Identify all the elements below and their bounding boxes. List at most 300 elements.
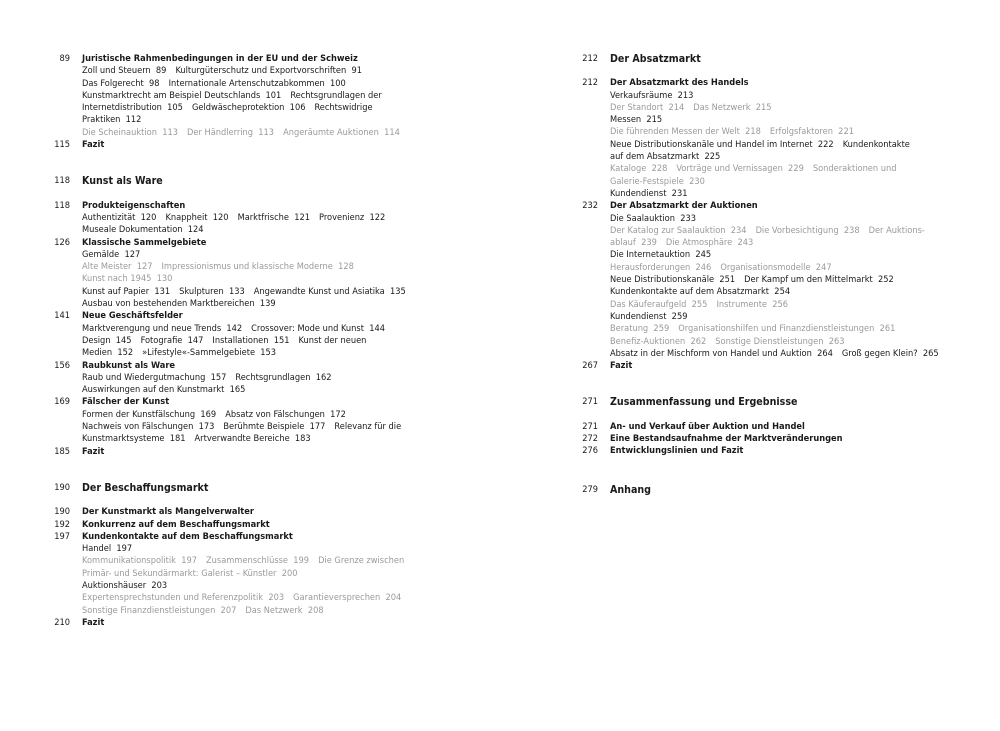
toc-subsection[interactable] [82,249,140,260]
toc-subline [46,114,446,126]
toc-section[interactable] [574,360,974,372]
page-number-empty [574,126,610,138]
toc-subsection[interactable] [610,114,662,125]
page-number: 115 [54,139,70,151]
toc-subline [46,323,446,335]
toc-subsection[interactable] [192,102,306,113]
toc-section[interactable] [46,53,446,65]
toc-subline [46,421,446,433]
entry-title: Kundenkontakte auf dem Absatzmarkt [610,286,770,298]
toc-section[interactable] [574,445,974,457]
toc-subsubsection[interactable] [82,261,152,272]
toc-subsubsection[interactable] [715,336,844,347]
toc-subline [46,273,446,285]
page-number: 232 [582,200,598,212]
toc-chapter[interactable] [46,175,446,187]
subsection-line [82,286,446,298]
toc-subline [574,139,974,151]
toc-section[interactable] [46,446,446,458]
page-number: 169 [54,396,70,408]
entry-page: 101 [260,89,282,101]
toc-subsection[interactable] [82,224,204,235]
entry-title: Organisationsmodelle [720,261,811,273]
entry-title: Die Saalauktion [610,212,675,224]
toc-chapter[interactable] [574,484,974,496]
toc-section[interactable] [46,360,446,372]
toc-subsection[interactable] [82,580,167,591]
toc-subsubsection[interactable] [283,127,400,138]
entry-title: Groß gegen Klein? [841,347,918,359]
toc-subsubsection[interactable] [676,163,803,174]
entry-page: 261 [874,323,896,335]
page-number-empty [574,323,610,335]
toc-subsection[interactable] [82,347,133,358]
page-number-empty [46,605,82,617]
toc-subline [46,605,446,617]
entry-page: 222 [812,138,834,150]
page-number: 210 [54,616,70,628]
entry-page: 233 [674,212,697,224]
page-number-empty [574,336,610,348]
toc-subsection[interactable] [610,249,711,260]
toc-subline [46,335,446,347]
subsection-line [610,237,974,249]
toc-section[interactable] [46,200,446,212]
subsection-line [610,348,974,360]
page-number-empty [574,176,610,188]
toc-subsubsection[interactable] [716,299,788,310]
page-number: 126 [54,236,70,248]
toc-subsubsection[interactable] [610,225,747,236]
toc-section[interactable] [574,421,974,433]
toc-subline [46,568,446,580]
subsection-line [82,555,446,567]
toc-subsubsection[interactable] [678,323,895,334]
toc-subsubsection[interactable] [82,605,236,616]
toc-subsubsection[interactable] [756,225,860,236]
toc-chapter[interactable] [574,53,974,65]
entry-page: 221 [832,126,854,138]
page-number-empty [574,151,610,163]
subsection-line [82,409,446,421]
entry-page: 147 [182,334,204,346]
toc-subsubsection[interactable] [610,102,684,113]
entry-title: Primär- und Sekundärmarkt: Galerist – Künstler [82,567,277,579]
section-title: Fälscher der Kunst [82,396,170,408]
entry-page: 105 [161,102,183,114]
entry-title: Kundendienst [610,187,667,199]
page-number-empty [46,335,82,347]
entry-title: »Lifestyle«-Sammelgebiete [142,347,256,359]
page-number: 156 [54,359,70,371]
page-number-empty [46,102,82,114]
section-title: Kundenkontakte auf dem Beschaffungsmarkt [82,530,293,542]
section-title: Klassische Sammelgebiete [82,236,207,248]
page-number-empty [574,139,610,151]
entry-title: Kunst auf Papier [82,285,150,297]
subsection-line [610,249,974,261]
entry-page: 246 [690,261,712,273]
entry-title: Impressionismus und klassische Moderne [161,261,333,273]
entry-title: Instrumente [716,298,768,310]
toc-subsection[interactable] [610,213,696,224]
entry-page: 162 [310,371,332,383]
toc-subline [46,78,446,90]
entry-page: 144 [363,322,385,334]
entry-page: 120 [135,211,157,223]
toc-subsection[interactable] [842,348,939,359]
page-number: 212 [582,53,598,64]
page-number-empty [574,262,610,274]
page-number-empty [46,224,82,236]
entry-page: 173 [193,421,215,433]
subsection-line [82,249,446,261]
toc-subsubsection[interactable] [245,605,323,616]
toc-subsection[interactable] [225,409,346,420]
toc-subline [574,176,974,188]
toc-subsubsection[interactable] [693,102,771,113]
section-title: Der Kunstmarkt als Mangelverwalter [82,506,254,518]
toc-subsubsection[interactable] [187,127,274,138]
subsection-line [82,592,446,604]
page-number: 212 [582,77,598,89]
page-number-empty [46,347,82,359]
section-title: Konkurrenz auf dem Beschaffungsmarkt [82,518,270,530]
toc-subsection[interactable] [212,335,289,346]
toc-section[interactable] [46,506,446,518]
toc-subsection[interactable] [169,78,346,89]
entry-page: 215 [641,114,663,126]
toc-subline [574,163,974,175]
toc-subsection[interactable] [610,274,735,285]
toc-subsection[interactable] [238,212,310,223]
page-number-empty [574,213,610,225]
toc-section[interactable] [46,531,446,543]
toc-section[interactable] [46,310,446,322]
entry-title: Raub und Wiedergutmachung [82,371,206,383]
toc-subsection[interactable] [82,90,281,101]
entry-page: 229 [782,163,804,175]
toc-subsection[interactable] [179,286,245,297]
subsection-line [82,580,446,592]
page-number-empty [574,237,610,249]
entry-page: 197 [175,555,197,567]
toc-subsection[interactable] [82,102,183,113]
toc-subsection[interactable] [299,335,367,346]
entry-title: Erfolgsfaktoren [769,126,833,138]
toc-subsubsection[interactable] [293,592,401,603]
toc-subsubsection[interactable] [206,555,309,566]
toc-subsection[interactable] [82,65,166,76]
entry-page: 265 [917,347,939,359]
toc-section[interactable] [574,200,974,212]
toc-subsection[interactable] [610,151,720,162]
subsection-line [610,139,974,151]
page-number-empty [46,127,82,139]
page-number-empty [46,555,82,567]
entry-page: 98 [143,77,160,89]
entry-page: 208 [302,604,324,616]
entry-page: 145 [110,334,132,346]
entry-page: 262 [685,335,707,347]
subsection-line [82,335,446,347]
entry-title: Zusammenschlüsse [205,555,289,567]
toc-subsubsection[interactable] [610,262,711,273]
entry-page: 238 [838,224,860,236]
toc-subsection[interactable] [82,78,160,89]
entry-title: Neue Distributionskanäle und Handel im Internet [610,138,813,150]
section-title: Produkteigenschaften [82,199,186,211]
subsection-line [610,299,974,311]
entry-page: 91 [346,65,362,77]
toc-subsubsection[interactable] [869,225,925,236]
section-title: Eine Bestandsaufnahme der Marktveränderungen [610,433,843,445]
toc-subsection[interactable] [142,347,276,358]
toc-subsubsection[interactable] [82,127,178,138]
subsection-line [610,336,974,348]
entry-title: Beratung [610,323,649,335]
entry-title: Fotografie [140,334,183,346]
toc-subsubsection[interactable] [610,336,706,347]
toc-subsection[interactable] [610,188,687,199]
entry-page: 234 [725,224,747,236]
toc-subsection[interactable] [195,433,311,444]
toc-subsection[interactable] [165,212,228,223]
toc-subsubsection[interactable] [610,237,657,248]
page-number: 271 [582,396,598,408]
entry-page: 263 [823,335,845,347]
subsection-line [82,543,446,555]
entry-page: 127 [131,261,153,273]
entry-title: Angeräumte Auktionen [283,126,379,138]
toc-subsubsection[interactable] [318,555,404,566]
entry-page: 251 [714,274,736,286]
toc-chapter[interactable] [46,482,446,494]
toc-subsection[interactable] [82,421,214,432]
toc-subline [574,225,974,237]
toc-subsection[interactable] [82,114,141,125]
toc-subline [46,555,446,567]
toc-subline [574,299,974,311]
chapter-title: Der Absatzmarkt [610,53,701,65]
toc-subsubsection[interactable] [610,126,761,137]
toc-subsection[interactable] [82,384,245,395]
page-number-empty [46,261,82,273]
toc-subline [574,90,974,102]
entry-title: Medien [82,347,113,359]
entry-page: 165 [224,384,246,396]
toc-subsection[interactable] [254,286,406,297]
toc-subsection[interactable] [610,286,790,297]
toc-subsection[interactable] [82,212,156,223]
entry-page: 252 [872,274,894,286]
subsection-line [82,568,446,580]
subsection-line [610,274,974,286]
entry-page: 131 [149,285,171,297]
entry-title: Marktfrische [237,211,289,223]
toc-subsection[interactable] [251,323,385,334]
toc-subsection[interactable] [319,212,385,223]
toc-subsection[interactable] [843,139,910,150]
entry-title: Die Scheinauktion [82,126,157,138]
subsection-line [82,261,446,273]
toc-subsubsection[interactable] [720,262,831,273]
toc-section[interactable] [574,433,974,445]
entry-page: 151 [268,334,290,346]
subsection-line [82,78,446,90]
toc-subsubsection[interactable] [82,555,197,566]
entry-title: Kunst nach 1945 [82,273,152,285]
subsection-line [610,163,974,175]
toc-subsubsection[interactable] [82,568,298,579]
subsection-line [610,262,974,274]
toc-subline [574,348,974,360]
toc-subsection[interactable] [82,323,242,334]
entry-page: 259 [666,310,688,322]
page-number-empty [46,433,82,445]
entry-page: 243 [732,237,754,249]
chapter-title: Der Beschaffungsmarkt [82,481,209,494]
toc-subline [574,311,974,323]
toc-subline [46,347,446,359]
toc-subline [46,286,446,298]
subsection-line [82,224,446,236]
entry-page: 128 [332,261,354,273]
entry-title: Expertensprechstunden und Referenzpolitik [82,592,264,604]
entry-title: Das Käuferaufgeld [610,298,687,310]
page-number: 185 [54,445,70,457]
toc-subsection[interactable] [314,102,372,113]
toc-subsection[interactable] [141,335,204,346]
toc-subsection[interactable] [610,348,833,359]
entry-title: Das Netzwerk [245,604,303,616]
toc-subsection[interactable] [82,335,132,346]
page-number-empty [46,323,82,335]
entry-title: Provenienz [319,211,365,223]
toc-subsection[interactable] [82,298,276,309]
toc-section[interactable] [46,139,446,151]
section-title: Fazit [82,139,105,151]
entry-page: 122 [364,211,386,223]
toc-section[interactable] [574,77,974,89]
toc-subsection[interactable] [82,286,170,297]
entry-page: 181 [164,433,186,445]
entry-title: Der Auktions- [868,224,925,236]
section-title: Entwicklungslinien und Fazit [610,445,744,457]
entry-title: Kundendienst [610,310,667,322]
toc-subsection[interactable] [82,543,132,554]
toc-subsubsection[interactable] [82,592,284,603]
entry-page: 114 [378,126,400,138]
entry-title: Das Folgerecht [82,77,144,89]
entry-title: Der Standort [610,101,664,113]
toc-subsubsection[interactable] [82,273,172,284]
page-number: 272 [582,433,598,445]
subsection-line [82,372,446,384]
toc-subsection[interactable] [610,311,687,322]
toc-subline [574,274,974,286]
toc-subsubsection[interactable] [610,163,667,174]
page-number-empty [574,114,610,126]
entry-title: Kundenkontakte [842,138,910,150]
entry-page: 204 [380,592,402,604]
page-number-empty [46,298,82,310]
section-title: Fazit [82,445,105,457]
entry-title: Auswirkungen auf den Kunstmarkt [82,384,225,396]
section-title: Fazit [610,360,633,372]
entry-page: 121 [288,211,311,223]
toc-subsection[interactable] [334,421,401,432]
entry-page: 183 [289,433,311,445]
subsection-line [82,323,446,335]
toc-section[interactable] [46,519,446,531]
subsection-line [82,212,446,224]
entry-title: Die führenden Messen der Welt [610,126,740,138]
entry-title: auf dem Absatzmarkt [610,151,700,163]
toc-subsection[interactable] [82,433,186,444]
entry-title: Authentizität [82,211,136,223]
toc-subline [574,188,974,200]
toc-subsubsection[interactable] [610,176,705,187]
toc-subline [46,433,446,445]
toc-subsection[interactable] [744,274,894,285]
entry-title: Benefiz-Auktionen [610,335,686,347]
page-number-empty [574,90,610,102]
toc-subsection[interactable] [610,139,834,150]
entry-page: 120 [207,211,229,223]
toc-subsection[interactable] [82,409,216,420]
page-number: 118 [54,175,70,187]
entry-page: 197 [111,543,133,555]
toc-subsubsection[interactable] [610,299,707,310]
entry-page: 230 [683,175,705,187]
section-title: Juristische Rahmenbedingungen in der EU und der Schweiz [82,53,358,64]
entry-title: Kunstmarktrecht am Beispiel Deutschlands [82,89,261,101]
page-number-empty [46,384,82,396]
toc-section[interactable] [46,617,446,629]
entry-page: 239 [635,237,657,249]
toc-section[interactable] [46,237,446,249]
entry-title: Rechtswidrige [314,102,373,114]
entry-title: Knappheit [165,211,208,223]
toc-subsection[interactable] [610,90,693,101]
entry-page: 245 [690,249,712,261]
entry-page: 213 [672,89,694,101]
page-number-empty [46,568,82,580]
toc-chapter[interactable] [574,396,974,408]
toc-subsubsection[interactable] [770,126,854,137]
toc-subsection[interactable] [175,65,362,76]
entry-title: Marktverengung und neue Trends [82,322,222,334]
entry-title: Formen der Kunstfälschung [82,408,196,420]
toc-subsection[interactable] [290,90,381,101]
toc-section[interactable] [46,396,446,408]
toc-subsubsection[interactable] [161,261,353,272]
page-number: 89 [59,53,70,64]
entry-title: Die Internetauktion [610,249,691,261]
chapter-title: Zusammenfassung und Ergebnisse [610,396,798,409]
toc-subsubsection[interactable] [610,323,669,334]
toc-subsection[interactable] [235,372,331,383]
toc-subsection[interactable] [223,421,325,432]
entry-title: Galerie-Festspiele [610,175,684,187]
page-number: 279 [582,483,598,495]
toc-subsection[interactable] [82,372,226,383]
toc-subsubsection[interactable] [666,237,753,248]
subsection-line [610,311,974,323]
toc-subsubsection[interactable] [813,163,897,174]
entry-title: Internetdistribution [82,102,162,114]
